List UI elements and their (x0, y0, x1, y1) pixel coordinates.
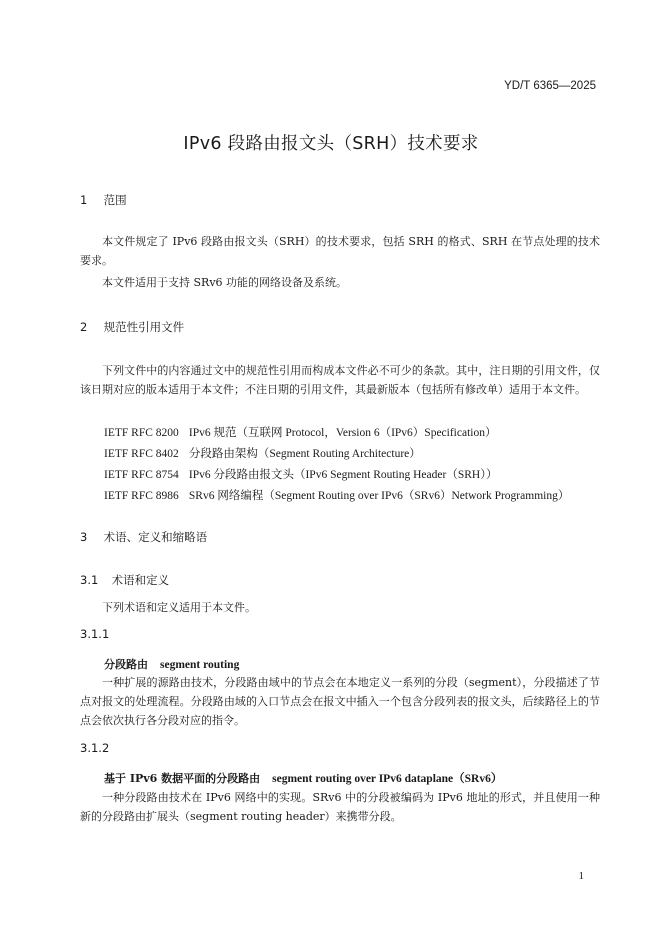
reference-item (104, 466, 497, 482)
section-title: 术语、定义和缩略语 (103, 530, 208, 544)
reference-title: SRv6 网络编程（Segment Routing over IPv6（SRv6）Network Programming） (188, 490, 570, 502)
term-en: segment routing (160, 659, 240, 671)
section-1-heading (80, 192, 127, 208)
subsection-title: 术语和定义 (111, 573, 170, 587)
document-title: IPv6 段路由报文头（SRH）技术要求 (183, 134, 479, 154)
section-number: 2 (80, 320, 88, 334)
section-title: 规范性引用文件 (103, 320, 185, 334)
subsection-number: 3.1 (80, 573, 99, 587)
reference-title: IPv6 规范（互联网 Protocol，Version 6（IPv6）Specification） (188, 427, 497, 439)
page-number: 1 (578, 870, 584, 882)
term-number: 3.1.1 (80, 627, 110, 641)
reference-item (104, 424, 496, 440)
reference-code: IETF RFC 8754 (104, 469, 179, 481)
subsection-3-1-heading (80, 572, 169, 588)
term-heading (104, 656, 239, 672)
reference-item (104, 445, 421, 461)
term-number: 3.1.2 (80, 741, 110, 755)
standard-code: YD/T 6365—2025 (504, 80, 596, 92)
paragraph: 本文件适用于支持 SRv6 功能的网络设备及系统。 (102, 276, 348, 289)
section-number: 1 (80, 193, 88, 207)
reference-title: 分段路由架构（Segment Routing Architecture） (188, 448, 421, 460)
reference-code: IETF RFC 8402 (104, 448, 179, 460)
section-title: 范围 (103, 193, 127, 207)
section-2-heading (80, 319, 184, 335)
reference-title: IPv6 分段路由报文头（IPv6 Segment Routing Header（SRH）） (188, 469, 498, 481)
reference-item (104, 487, 569, 503)
term-heading (104, 770, 502, 786)
reference-code: IETF RFC 8200 (104, 427, 179, 439)
section-number: 3 (80, 530, 88, 544)
paragraph: 下列文件中的内容通过文中的规范性引用而构成本文件必不可少的条款。其中，注日期的引用文件，仅该日期对应的版本适用于本文件；不注日期的引用文件，其最新版本（包括所有修改单）适用于本文件。 (80, 364, 600, 396)
reference-code: IETF RFC 8986 (104, 490, 179, 502)
term-zh: 分段路由 (104, 658, 148, 671)
term-definition: 一种扩展的源路由技术，分段路由域中的节点会在本地定义一系列的分段（segment），分段描述了节点对报文的处理流程。分段路由域的入口节点会在报文中插入一个包含分段列表的报文头，后续路径上的节点会依次执行各分段对应的指令。 (80, 676, 600, 727)
section-3-heading (80, 529, 207, 545)
term-zh: 基于 IPv6 数据平面的分段路由 (104, 772, 261, 785)
term-en: segment routing over IPv6 dataplane（SRv6） (272, 773, 503, 785)
paragraph: 下列术语和定义适用于本文件。 (102, 601, 256, 614)
term-definition: 一种分段路由技术在 IPv6 网络中的实现。SRv6 中的分段被编码为 IPv6 地址的形式，并且使用一种新的分段路由扩展头（segment routing header）来携带分段。 (80, 791, 600, 823)
paragraph: 本文件规定了 IPv6 段路由报文头（SRH）的技术要求，包括 SRH 的格式、SRH 在节点处理的技术要求。 (80, 235, 600, 267)
